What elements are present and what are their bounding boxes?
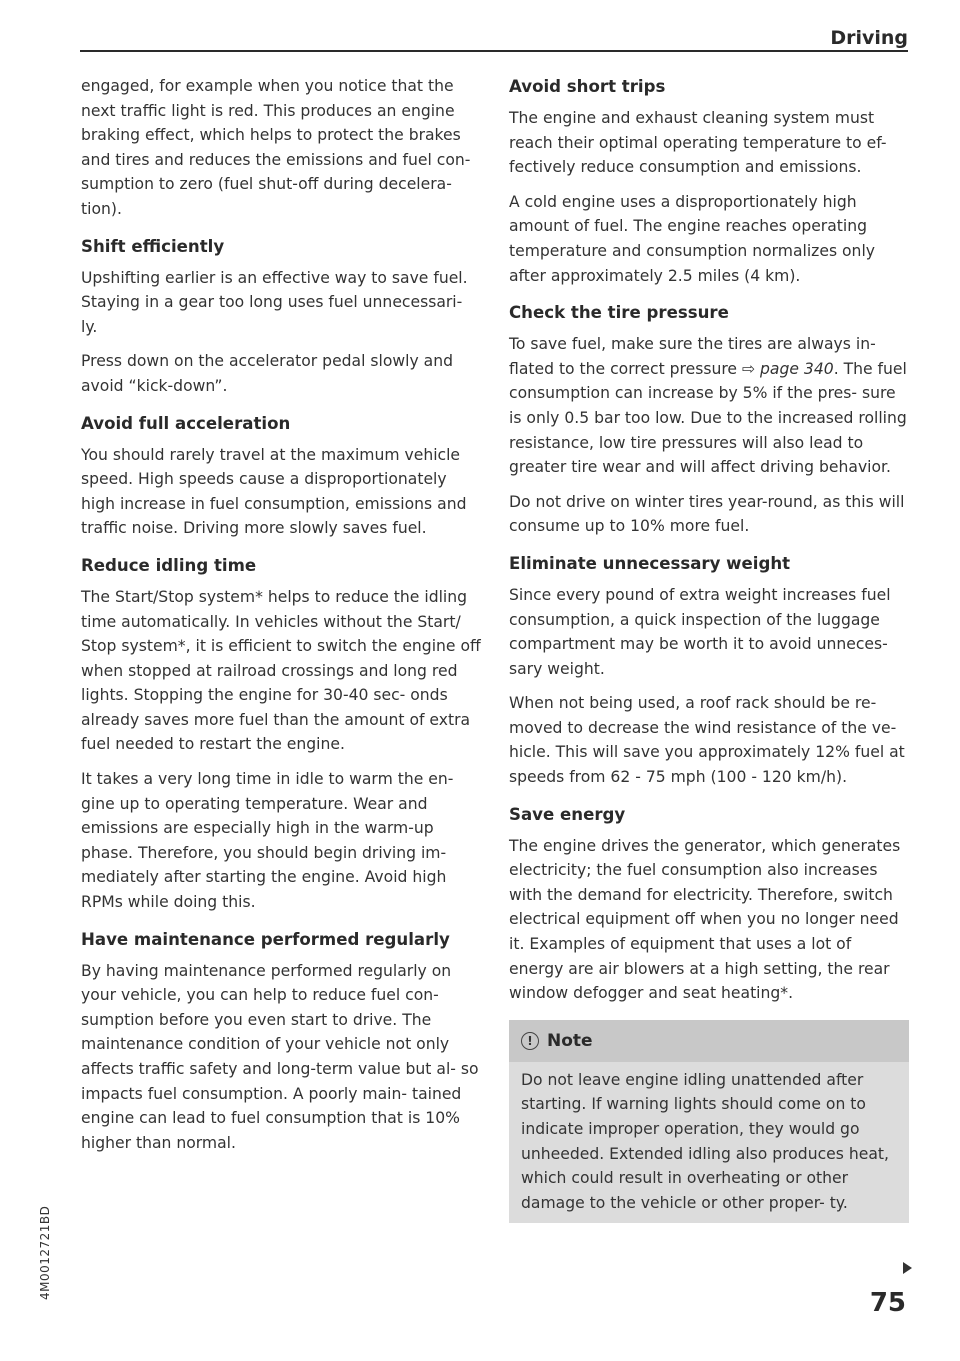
idling-paragraph-2: It takes a very long time in idle to warm the en- gine up to operating temperature. Wear and emissions are especially high in the warm-up phase. Therefore, you should begin driving im- mediately after starting the engine. Avoid high RPMs while doing this. [81,770,454,912]
section-title: Driving [830,27,908,49]
reduce-idling-heading: Reduce idling time [81,555,257,575]
shift-efficiently-heading: Shift efficiently [81,236,225,256]
maintenance-heading: Have maintenance performed regularly [81,929,450,949]
page-340-link[interactable]: ⇨ page 340 [741,359,834,378]
save-energy-heading: Save energy [509,804,626,824]
weight-paragraph-2: When not being used, a roof rack should be re- moved to decrease the wind resistance of the ve- hicle. This will save you approximately 12% fuel at speeds from 62 - 75 mph (100 - 120 km/h). [509,694,905,787]
note-body: Do not leave engine idling unattended after starting. If warning lights should come on to indicate improper operation, they would go unheeded. Extended idling also produces heat, which could result in overheating or other damage to the vehicle or other proper- ty. [521,1070,889,1212]
tire-text-before: To save fuel, make sure the tires are always in- flated to the correct pressure [509,335,876,378]
continue-arrow-icon [903,1262,912,1274]
eliminate-weight-heading: Eliminate unnecessary weight [509,553,791,573]
info-exclamation-icon: ! [521,1032,539,1050]
weight-paragraph-1: Since every pound of extra weight increases fuel consumption, a quick inspection of the luggage compartment may be worth it to avoid unneces- sary weight. [509,585,891,678]
note-title: Note [547,1030,593,1051]
energy-paragraph: The engine drives the generator, which generates electricity; the fuel consumption also increases with the demand for electricity. Therefore, switch electrical equipment off when you no longer need it. Examples of equipment that uses a lot of energy are air blowers at a high setting, the rear window defogger and seat heating*. [509,836,901,1003]
tire-pressure-paragraph-2: Do not drive on winter tires year-round, as this will consume up to 10% more fuel. [509,492,905,536]
left-column [81,74,481,1165]
avoid-short-trips-heading: Avoid short trips [509,77,666,96]
note-box [509,1020,909,1224]
page-number: 75 [869,1288,906,1318]
avoid-full-acceleration-heading: Avoid full acceleration [81,413,291,433]
intro-paragraph: engaged, for example when you notice that the next traffic light is red. This produces an engine braking effect, which helps to protect the brakes and tires and reduces the emissions and fuel con- sumption to zero (fuel shut-off during decelera- tion). [81,77,471,218]
header-rule [80,50,908,52]
note-header [509,1020,909,1062]
document-code: 4M0012721BD [38,1205,52,1300]
tire-pressure-heading: Check the tire pressure [509,303,729,323]
shift-paragraph-1: Upshifting earlier is an effective way to save fuel. Staying in a gear too long uses fuel unnecessari- ly. [81,268,468,336]
maintenance-paragraph: By having maintenance performed regularly on your vehicle, you can help to reduce fuel con- sumption before you even start to drive. The maintenance condition of your vehicle not only affects traffic safety and long-term value but al- so impacts fuel consumption. A poorly main- tained engine can lead to fuel consumption that is 10% higher than normal. [81,961,479,1152]
short-trips-paragraph-2: A cold engine uses a disproportionately high amount of fuel. The engine reaches operating temperature and consumption normalizes only after approximately 2.5 miles (4 km). [509,192,876,285]
short-trips-paragraph-1: The engine and exhaust cleaning system must reach their optimal operating temperature to ef- fectively reduce consumption and emissions. [509,109,887,177]
tire-pressure-paragraph-1 [509,332,909,480]
idling-paragraph-1: The Start/Stop system* helps to reduce the idling time automatically. In vehicles without the Start/ Stop system*, it is efficient to switch the engine off when stopped at railroad crossings and long red lights. Stopping the engine for 30-40 sec- onds already saves more fuel than the amount of extra fuel needed to restart the engine. [81,587,481,754]
right-column [509,74,909,1223]
tire-text-after: . The fuel consumption can increase by 5% if the pres- sure is only 0.5 bar too low. Due to the increased rolling resistance, low tire pressures will also lead to greater tire wear and will affect driving behavior. [509,359,907,477]
shift-paragraph-2: Press down on the accelerator pedal slowly and avoid “kick-down”. [81,352,454,395]
acceleration-paragraph: You should rarely travel at the maximum vehicle speed. High speeds cause a disproportionately high increase in fuel consumption, emissions and traffic noise. Driving more slowly saves fuel. [81,445,467,538]
